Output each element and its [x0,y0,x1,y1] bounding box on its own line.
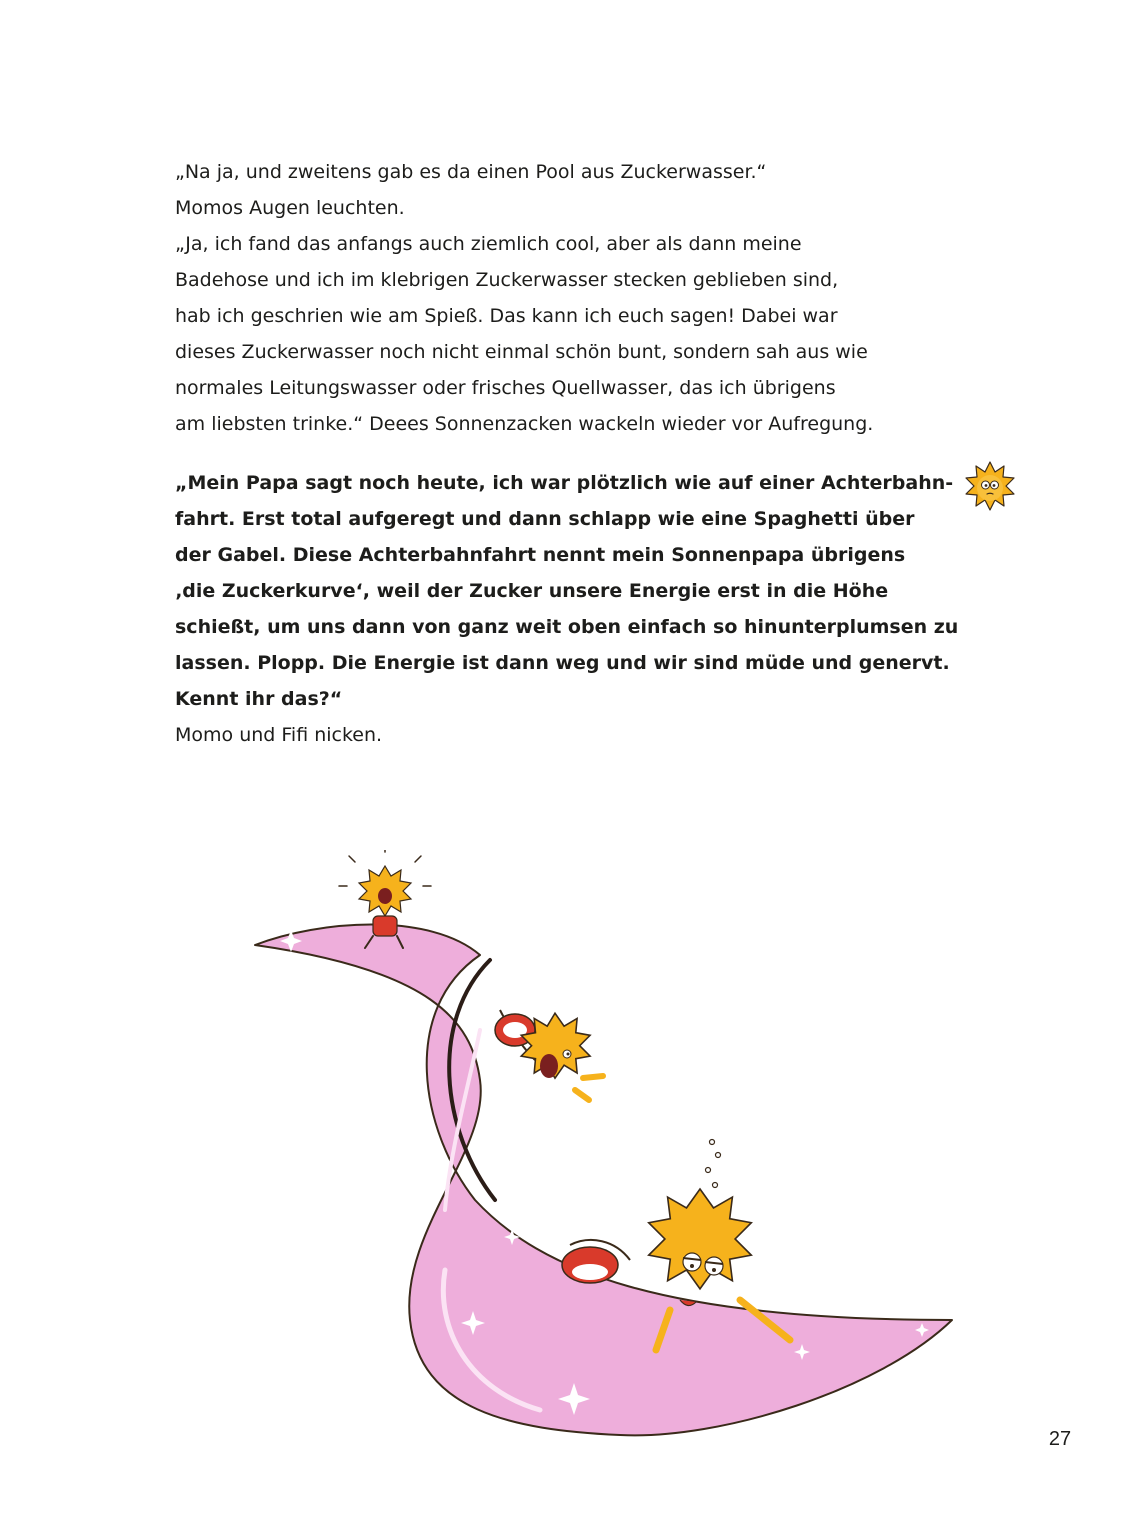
paragraph-2-line: Kennt ihr das?“ [175,688,343,710]
paragraph-2-line: „Mein Papa sagt noch heute, ich war plötzlich wie auf einer Achterbahn- [175,472,954,494]
sliding-sun-character [495,1010,603,1100]
paragraph-2-line: schießt, um uns dann von ganz weit oben einfach so hinunterplumsen zu [175,616,959,638]
paragraph-2 [175,465,959,717]
paragraph-1-line: „Na ja, und zweitens gab es da einen Pool aus Zuckerwasser.“ [175,161,767,183]
paragraph-2-line: lassen. Plopp. Die Energie ist dann weg und wir sind müde und genervt. [175,652,950,674]
paragraph-1-line: „Ja, ich fand das anfangs auch ziemlich cool, aber als dann meine [175,233,802,255]
paragraph-1 [175,154,935,442]
paragraph-1-line: hab ich geschrien wie am Spieß. Das kann ich euch sagen! Dabei war [175,305,838,327]
paragraph-1-line: Momos Augen leuchten. [175,197,405,219]
sugar-curve-slide-illustration [240,850,960,1440]
paragraph-1-line: Badehose und ich im klebrigen Zuckerwasser stecken geblieben sind, [175,269,839,291]
paragraph-2-line: ‚die Zuckerkurve‘, weil der Zucker unsere Energie erst in die Höhe [175,580,889,602]
sun-character-icon [962,458,1018,514]
paragraph-3 [175,717,935,753]
paragraph-2-line: fahrt. Erst total aufgeregt und dann schlapp wie eine Spaghetti über [175,508,915,530]
paragraph-1-line: normales Leitungswasser oder frisches Quellwasser, das ich übrigens [175,377,836,399]
paragraph-3-line: Momo und Fifi nicken. [175,724,383,746]
page-number: 27 [1048,1428,1072,1450]
paragraph-1-line: am liebsten trinke.“ Deees Sonnenzacken wackeln wieder vor Aufregung. [175,413,874,435]
paragraph-2-line: der Gabel. Diese Achterbahnfahrt nennt mein Sonnenpapa übrigens [175,544,906,566]
paragraph-1-line: dieses Zuckerwasser noch nicht einmal schön bunt, sondern sah aus wie [175,341,868,363]
pink-slide [255,924,952,1435]
